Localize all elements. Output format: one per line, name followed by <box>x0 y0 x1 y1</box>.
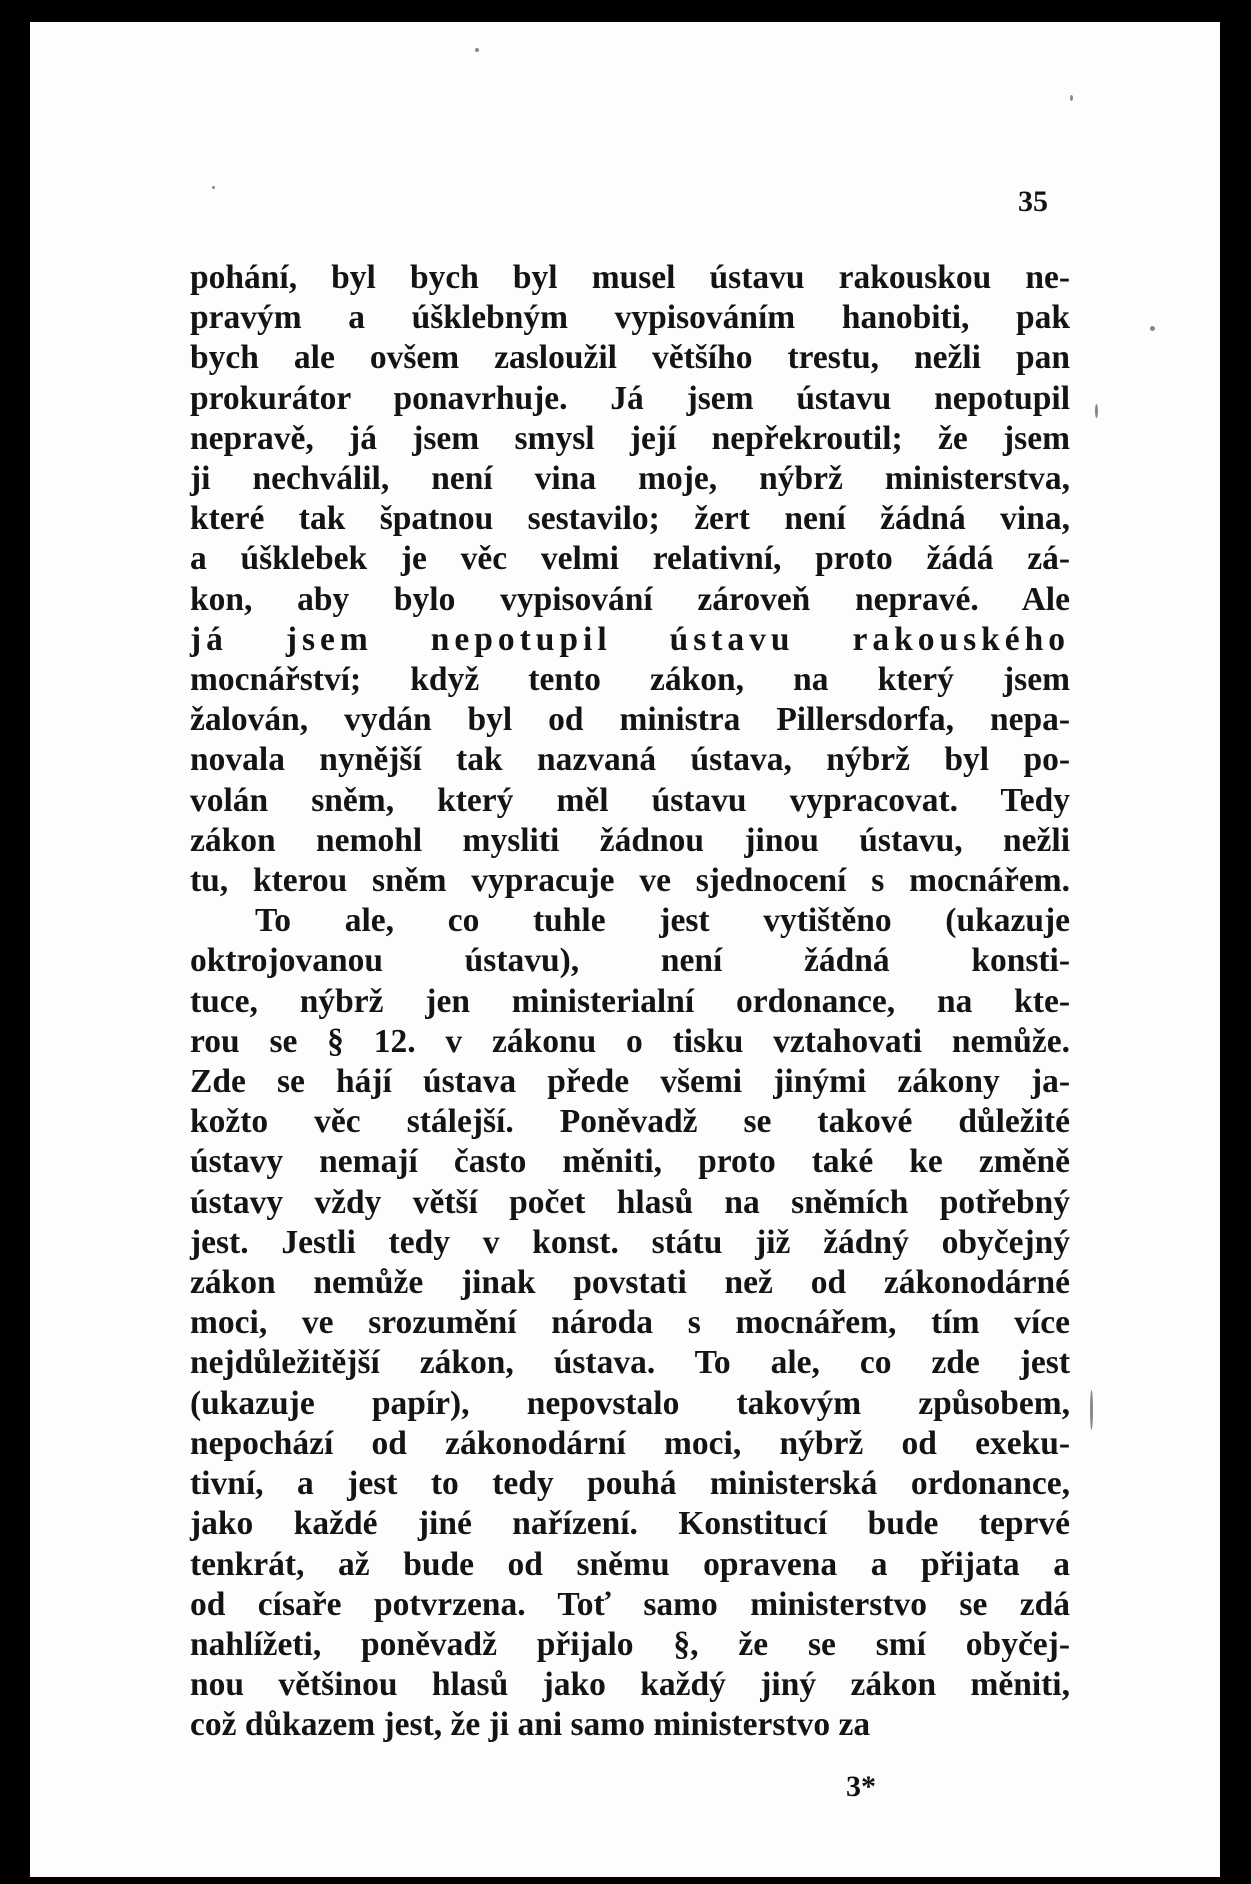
text-line: jest. Jestli tedy v konst. státu již žádný obyčejný <box>190 1223 1070 1261</box>
text-line: tenkrát, až bude od sněmu opravena a přijata a <box>190 1545 1070 1583</box>
body-text <box>190 258 1070 1746</box>
page-number: 35 <box>1018 185 1048 218</box>
text-line: rou se § 12. v zákonu o tisku vztahovati nemůže. <box>190 1022 1070 1060</box>
text-line: oktrojovanou ústavu), není žádná konsti- <box>190 942 1070 980</box>
text-line: nepravě, já jsem smysl její nepřekroutil; že jsem <box>190 419 1070 457</box>
paper-speck <box>1070 95 1073 101</box>
text-line: zákon nemohl mysliti žádnou jinou ústavu, nežli <box>190 821 1070 859</box>
text-line: Zde se hájí ústava přede všemi jinými zákony ja- <box>190 1063 1070 1101</box>
text-line: ústavy nemají často měniti, proto také ke změně <box>190 1143 1070 1181</box>
text-line: kožto věc stálejší. Poněvadž se takové důležité <box>190 1103 1070 1141</box>
text-line: pravým a úšklebným vypisováním hanobiti, pak <box>190 299 1070 337</box>
text-line: zákon nemůže jinak povstati než od zákonodárné <box>190 1264 1070 1302</box>
text-line: pohání, byl bych byl musel ústavu rakouskou ne- <box>190 259 1070 296</box>
text-line: a úšklebek je věc velmi relativní, proto žádá zá- <box>190 540 1070 578</box>
text-line: tivní, a jest to tedy pouhá ministerská ordonance, <box>190 1465 1070 1503</box>
text-line: ústavy vždy větší počet hlasů na sněmích potřebný <box>190 1183 1070 1221</box>
text-line-spaced: já jsem nepotupil ústavu rakouského <box>190 620 1070 658</box>
signature-mark: 3* <box>846 1770 876 1803</box>
text-line: nejdůležitější zákon, ústava. To ale, co zde jest <box>190 1344 1070 1382</box>
text-line: žalován, vydán byl od ministra Pillersdorfa, nepa- <box>190 701 1070 739</box>
text-line: moci, ve srozumění národa s mocnářem, tím více <box>190 1304 1070 1342</box>
text-line: tuce, nýbrž jen ministerialní ordonance, na kte- <box>190 982 1070 1020</box>
text-line: od císaře potvrzena. Toť samo ministerstvo se zdá <box>190 1585 1070 1623</box>
text-line: nepochází od zákonodární moci, nýbrž od exeku- <box>190 1424 1070 1462</box>
text-line: volán sněm, který měl ústavu vypracovat. Tedy <box>190 781 1070 819</box>
paper-speck <box>1090 1390 1093 1430</box>
text-line: bych ale ovšem zasloužil většího trestu, nežli pan <box>190 339 1070 377</box>
text-line-paragraph-start: To ale, co tuhle jest vytištěno (ukazuje <box>255 902 1070 940</box>
paper-speck <box>475 48 479 52</box>
text-line: ji nechválil, není vina moje, nýbrž ministerstva, <box>190 460 1070 498</box>
text-line: nahlížeti, poněvadž přijalo §, že se smí obyčej- <box>190 1625 1070 1663</box>
text-line: mocnářství; když tento zákon, na který jsem <box>190 661 1070 699</box>
text-line: jako každé jiné nařízení. Konstitucí bude teprvé <box>190 1505 1070 1543</box>
text-line: kon, aby bylo vypisování zároveň nepravé. Ale <box>190 580 1070 618</box>
text-line: novala nynější tak nazvaná ústava, nýbrž byl po- <box>190 741 1070 779</box>
paper-speck <box>1150 326 1155 331</box>
text-line: nou většinou hlasů jako každý jiný zákon měniti, <box>190 1666 1070 1704</box>
paper-speck <box>1095 404 1098 418</box>
text-line: prokurátor ponavrhuje. Já jsem ústavu nepotupil <box>190 379 1070 417</box>
text-line: (ukazuje papír), nepovstalo takovým způsobem, <box>190 1384 1070 1422</box>
text-line: což důkazem jest, že ji ani samo ministerstvo za <box>190 1706 871 1744</box>
paper-speck <box>212 186 215 189</box>
text-line: tu, kterou sněm vypracuje ve sjednocení s mocnářem. <box>190 862 1070 900</box>
text-line: které tak špatnou sestavilo; žert není žádná vina, <box>190 500 1070 538</box>
